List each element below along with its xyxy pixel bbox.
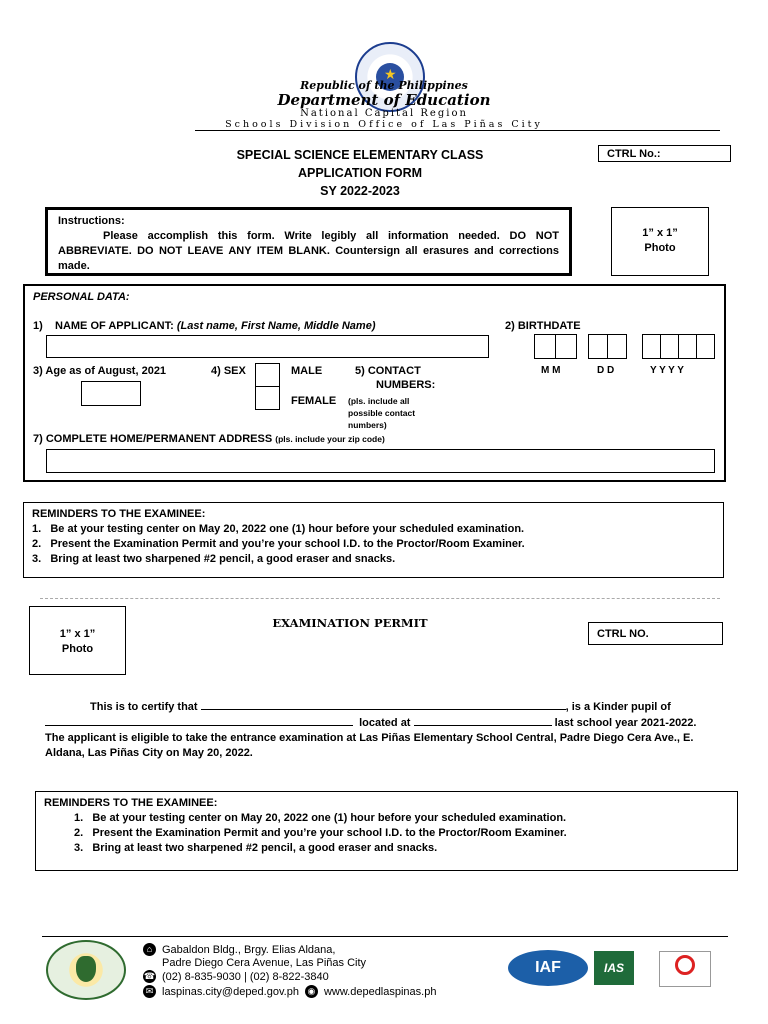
instructions-heading: Instructions: bbox=[58, 215, 125, 227]
reminders-heading: REMINDERS TO THE EXAMINEE: bbox=[32, 508, 206, 520]
division-line: Schools Division Office of Las Piñas City bbox=[225, 119, 543, 130]
reminders-box-top bbox=[23, 502, 724, 578]
phone-icon: ☎ bbox=[143, 971, 156, 981]
ctrl-no-label: CTRL No.: bbox=[607, 148, 661, 160]
reminder-item: 1. Be at your testing center on May 20, 2022 one (1) hour before your scheduled examination. bbox=[32, 523, 525, 535]
sex-label: 4) SEX bbox=[211, 365, 246, 377]
birth-yyyy-label: Y Y Y Y bbox=[650, 365, 684, 376]
birth-year-2[interactable] bbox=[660, 334, 679, 359]
age-input[interactable] bbox=[81, 381, 141, 406]
permit-ctrl-no-field[interactable] bbox=[588, 622, 723, 645]
birth-year-3[interactable] bbox=[678, 334, 697, 359]
cert-line3: The applicant is eligible to take the entrance examination at Las Piñas Elementary School Central, Padre Diego Cera Ave., E. Aldana, Las Piñas City on May 20, 2022. bbox=[45, 732, 694, 759]
female-checkbox[interactable] bbox=[255, 386, 280, 410]
reminder-item: 3. Bring at least two sharpened #2 pencil, a good eraser and snacks. bbox=[74, 842, 438, 854]
form-title-line2: APPLICATION FORM bbox=[297, 166, 423, 180]
address-hint: (pls. include your zip code) bbox=[275, 434, 385, 444]
form-title-line3: SY 2022-2023 bbox=[320, 184, 400, 198]
permit-ctrl-label: CTRL NO. bbox=[597, 628, 649, 640]
photo-label: Photo bbox=[644, 242, 676, 254]
name-hint: (Last name, First Name, Middle Name) bbox=[176, 320, 376, 332]
ctrl-no-field[interactable] bbox=[598, 145, 731, 162]
birth-day-1[interactable] bbox=[588, 334, 608, 359]
pupil-name-blank[interactable] bbox=[201, 699, 566, 710]
male-checkbox[interactable] bbox=[255, 363, 280, 387]
birth-day-2[interactable] bbox=[607, 334, 627, 359]
footer-contact bbox=[143, 985, 436, 998]
web-icon: ◉ bbox=[305, 985, 318, 998]
name-input[interactable] bbox=[46, 335, 489, 358]
location-icon: ⌂ bbox=[143, 943, 156, 956]
iaf-logo: IAF bbox=[508, 950, 588, 986]
footer-phone: ☎ (02) 8-835-9030 | (02) 8-822-3840 bbox=[143, 970, 329, 983]
footer-address-1: ⌂ Gabaldon Bldg., Brgy. Elias Aldana, bbox=[143, 943, 335, 956]
permit-title: EXAMINATION PERMIT bbox=[272, 616, 428, 630]
form-title-line1: SPECIAL SCIENCE ELEMENTARY CLASS bbox=[236, 148, 484, 162]
personal-data-heading: PERSONAL DATA: bbox=[33, 291, 130, 303]
footer-email[interactable]: laspinas.city@deped.gov.ph bbox=[162, 985, 299, 998]
footer-divider bbox=[42, 936, 728, 937]
reminder-item: 1. Be at your testing center on May 20, 2022 one (1) hour before your scheduled examination. bbox=[74, 812, 567, 824]
reminders-box-bottom bbox=[35, 791, 738, 871]
footer-web[interactable]: www.depedlaspinas.ph bbox=[323, 985, 437, 998]
female-label: FEMALE bbox=[291, 395, 337, 407]
birth-dd-label: D D bbox=[597, 365, 615, 376]
address-label: 7) COMPLETE HOME/PERMANENT ADDRESS bbox=[33, 433, 273, 445]
cert-line2-b: last school year 2021-2022. bbox=[554, 717, 697, 729]
birth-month-1[interactable] bbox=[534, 334, 556, 359]
photo-label-size: 1” x 1” bbox=[642, 227, 678, 239]
contact-label-2: NUMBERS: bbox=[376, 379, 436, 391]
certification-text bbox=[45, 699, 725, 761]
age-label: 3) Age as of August, 2021 bbox=[33, 365, 167, 377]
contact-hint-1: (pls. include all bbox=[348, 396, 410, 406]
reminder-item: 3. Bring at least two sharpened #2 pencil, a good eraser and snacks. bbox=[32, 553, 396, 565]
contact-hint-2: possible contact bbox=[348, 408, 416, 418]
birth-year-1[interactable] bbox=[642, 334, 661, 359]
name-number: 1) bbox=[33, 320, 43, 332]
ias-logo: IAS bbox=[594, 951, 634, 985]
cert-line1-b: , is a Kinder pupil of bbox=[565, 701, 671, 713]
certification-logo bbox=[659, 951, 711, 987]
republic-line: Republic of the Philippines bbox=[300, 79, 468, 92]
reminder-item: 2. Present the Examination Permit and you’re your school I.D. to the Proctor/Room Examiner. bbox=[32, 538, 525, 550]
cut-line bbox=[40, 598, 720, 599]
contact-label: 5) CONTACT bbox=[355, 365, 421, 377]
email-icon: ✉ bbox=[143, 985, 156, 998]
birthdate-label: 2) BIRTHDATE bbox=[505, 320, 581, 332]
reminders-heading-2: REMINDERS TO THE EXAMINEE: bbox=[44, 797, 218, 809]
header-divider bbox=[195, 130, 720, 131]
cert-line2-a: located at bbox=[359, 717, 411, 729]
school-address-blank[interactable] bbox=[414, 715, 552, 726]
permit-photo-label-size: 1” x 1” bbox=[59, 628, 96, 640]
reminder-item: 2. Present the Examination Permit and you’re your school I.D. to the Proctor/Room Examiner. bbox=[74, 827, 567, 839]
cert-line1-a: This is to certify that bbox=[90, 701, 198, 713]
birth-year-4[interactable] bbox=[696, 334, 715, 359]
photo-box[interactable] bbox=[611, 207, 709, 276]
deped-seal: ★ bbox=[355, 42, 425, 112]
name-label: NAME OF APPLICANT: bbox=[55, 320, 174, 332]
permit-photo-label: Photo bbox=[61, 643, 94, 655]
permit-photo-box[interactable] bbox=[29, 606, 126, 675]
school-name-blank[interactable] bbox=[45, 715, 353, 726]
instructions-body: Please accomplish this form. Write legibly all information needed. DO NOT ABBREVIATE. DO NOT LEAVE ANY ITEM BLANK. Countersign all erasures and corrections made. bbox=[58, 230, 559, 272]
region-line: National Capital Region bbox=[300, 108, 468, 119]
department-title: Department of Education bbox=[277, 91, 491, 109]
footer-address-2: Padre Diego Cera Avenue, Las Piñas City bbox=[162, 957, 367, 969]
instructions-box bbox=[45, 207, 572, 276]
address-input[interactable] bbox=[46, 449, 715, 473]
division-seal bbox=[46, 940, 126, 1000]
birth-mm-label: M M bbox=[541, 365, 561, 376]
male-label: MALE bbox=[291, 365, 323, 377]
contact-hint-3: numbers) bbox=[348, 420, 387, 430]
birth-month-2[interactable] bbox=[555, 334, 577, 359]
